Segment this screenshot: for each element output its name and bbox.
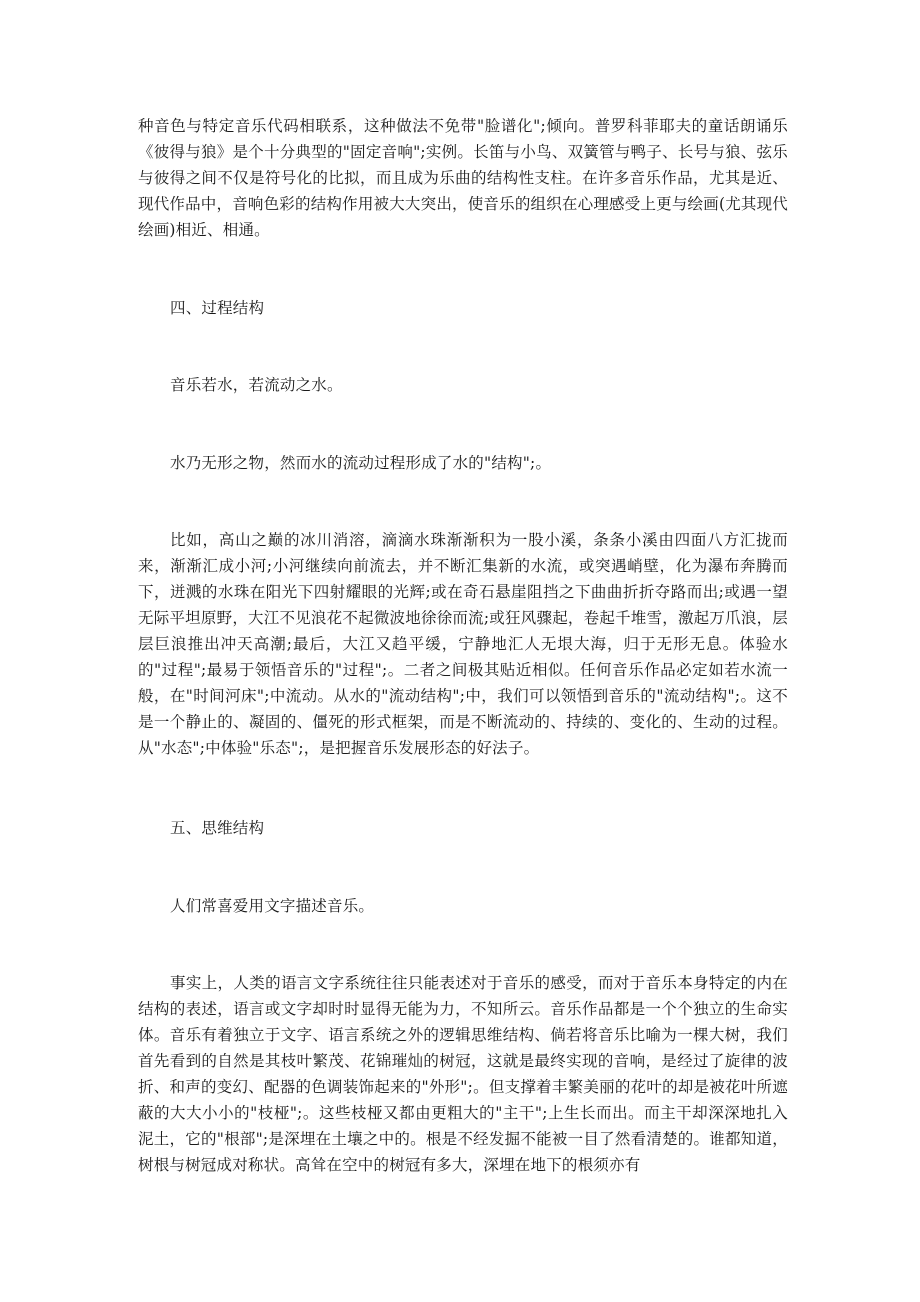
paragraph-water-structure: 水乃无形之物，然而水的流动过程形成了水的"结构";。 bbox=[170, 454, 552, 472]
paragraph-tree-metaphor: 事实上，人类的语言文字系统往往只能表述对于音乐的感受，而对于音乐本身特定的内在结构的表述，语言或文字却时时显得无能为力，不知所云。音乐作品都是一个个独立的生命实体。音乐有着独立于文字、语言系统之外的逻辑思维结构、倘若将音乐比喻为一棵大树，我们首先看到的自然是其枝叶繁茂、花锦璀灿的树冠，这就是最终实现的音响，是经过了旋律的波折、和声的变幻、配器的色调装饰起来的"外形";。但支撑着丰繁美丽的花叶的却是被花叶所遮蔽的大大小小的"枝桠";。这些枝桠又都由更粗大的"主干";上生长而出。而主干却深深地扎入泥土，它的"根部";是深埋在土壤之中的。根是不经发掘不能被一目了然看清楚的。谁都知道，树根与树冠成对称状。高耸在空中的树冠有多大，深埋在地下的根须亦有 bbox=[138, 974, 788, 1174]
paragraph-music-like-water: 音乐若水，若流动之水。 bbox=[170, 376, 343, 394]
paragraph-water-process: 比如，高山之巅的冰川消溶，滴滴水珠渐渐积为一股小溪，条条小溪由四面八方汇拢而来，渐渐汇成小河;小河继续向前流去，并不断汇集新的水流，或突遇峭壁，化为瀑布奔腾而下，迸溅的水珠在阳光下四射耀眼的光辉;或在奇石悬崖阻挡之下曲曲折折夺路而出;或遇一望无际平坦原野，大江不见浪花不起微波地徐徐而流;或狂风骤起，卷起千堆雪，激起万爪浪，层层巨浪推出冲天高潮;最后，大江又趋平缓，宁静地汇人无垠大海，归于无形无息。体验水的"过程";最易于领悟音乐的"过程";。二者之间极其贴近相似。任何音乐作品必定如若水流一般，在"时间河床";中流动。从水的"流动结构";中，我们可以领悟到音乐的"流动结构";。这不是一个静止的、凝固的、僵死的形式框架，而是不断流动的、持续的、变化的、生动的过程。从"水态";中体验"乐态";，是把握音乐发展形态的好法子。 bbox=[138, 531, 788, 757]
paragraph-timbre-structure: 种音色与特定音乐代码相联系，这种做法不免带"脸谱化";倾向。普罗科菲耶夫的童话朗诵乐《彼得与狼》是个十分典型的"固定音响";实例。长笛与小鸟、双簧管与鸭子、长号与狼、弦乐与彼得之间不仅是符号化的比拟，而且成为乐曲的结构性支柱。在许多音乐作品，尤其是近、现代作品中，音响色彩的结构作用被大大突出，使音乐的组织在心理感受上更与绘画(尤其现代绘画)相近、相通。 bbox=[138, 117, 788, 239]
section-heading-thinking-structure: 五、思维结构 bbox=[170, 819, 265, 837]
section-heading-process-structure: 四、过程结构 bbox=[170, 299, 265, 317]
paragraph-describe-music: 人们常喜爱用文字描述音乐。 bbox=[170, 897, 375, 915]
